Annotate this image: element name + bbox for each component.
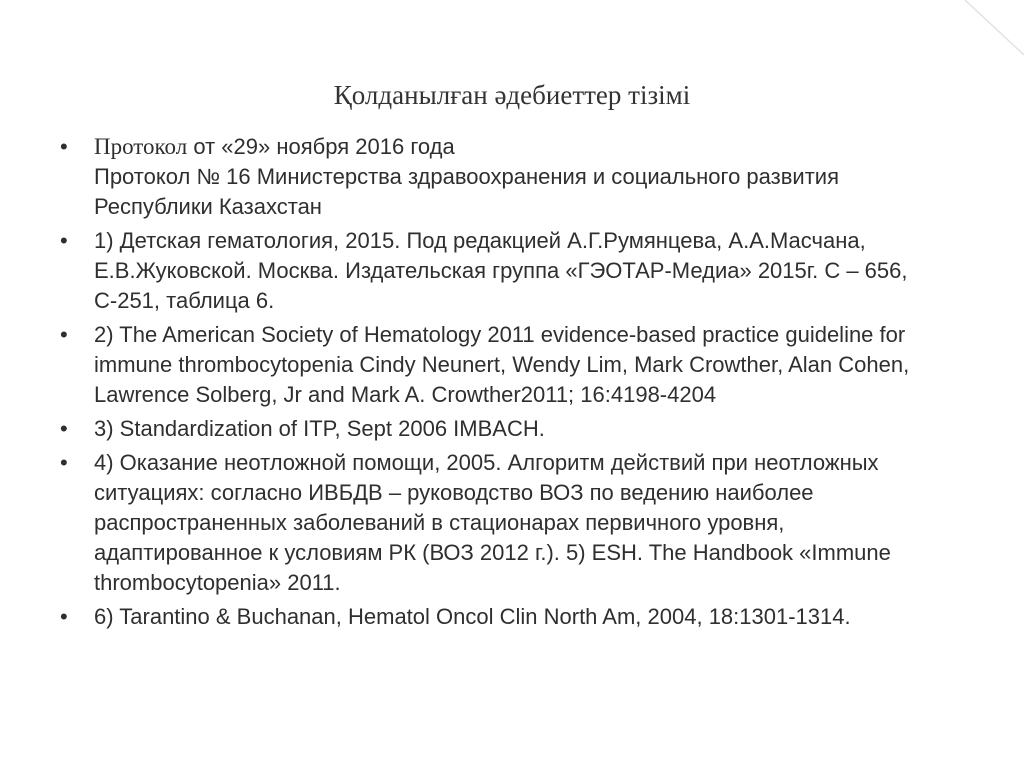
reference-item-3	[60, 320, 950, 410]
reference-text	[94, 132, 950, 222]
reference-text: 1) Детская гематология, 2015. Под редакцией А.Г.Румянцева, А.А.Масчана, Е.В.Жуковской. Москва. Издательская группа «ГЭОТАР-Медиа» 2015г. С – 656, С-251, таблица 6.	[94, 228, 908, 313]
reference-text: 4) Оказание неотложной помощи, 2005. Алгоритм действий при неотложных ситуациях: согласно ИВБДВ – руководство ВОЗ по ведению наиболее распространенных заболеваний в стационарах первичного уровня, адаптированное к условиям РК (ВОЗ 2012 г.). 5) ESH. The Handbook «Immune thrombocytopenia» 2011.	[94, 450, 891, 595]
bullet: •	[60, 604, 68, 629]
bullet: •	[60, 134, 68, 159]
reference-list	[60, 132, 950, 636]
reference-item-2	[60, 226, 950, 316]
reference-serif-prefix: Протокол	[94, 134, 188, 159]
reference-continuation: Протокол № 16 Министерства здравоохранения и социального развития Республики Казахстан	[94, 164, 839, 219]
reference-text: 2) The American Society of Hematology 2011 evidence-based practice guideline for immune thrombocytopenia Cindy Neunert, Wendy Lim, Mark Crowther, Alan Cohen, Lawrence Solberg, Jr and Mark A. Crowther2011; 16:4198-4204	[94, 322, 910, 407]
bullet: •	[60, 228, 68, 253]
bullet: •	[60, 322, 68, 347]
reference-text: 6) Tarantino & Buchanan, Hematol Oncol Clin North Am, 2004, 18:1301-1314.	[94, 604, 851, 629]
reference-item-1	[60, 132, 950, 222]
bullet: •	[60, 416, 68, 441]
reference-first-line	[94, 132, 950, 162]
bullet: •	[60, 450, 68, 475]
slide-title: Қолданылған әдебиеттер тізімі	[333, 80, 691, 110]
reference-item-6	[60, 602, 950, 632]
reference-text: 3) Standardization of ITP, Sept 2006 IMBACH.	[94, 416, 545, 441]
reference-first-line-rest: от «29» ноября 2016 года	[187, 134, 455, 159]
reference-item-5	[60, 448, 950, 598]
reference-item-4	[60, 414, 950, 444]
